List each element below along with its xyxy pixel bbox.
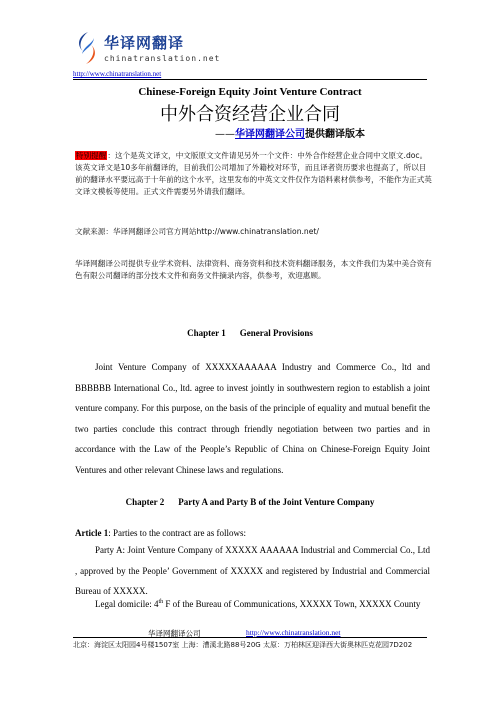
subtitle-text: 提供翻译版本: [305, 129, 365, 140]
service-description: 华译网翻译公司提供专业学术资料、法律资料、商务资料和技术资料翻译服务，本文件我们为某中美合资有色有限公司翻译的部分技术文件和商务文件摘录内容，供参考，欢迎惠顾。: [75, 259, 432, 280]
chapter-1-number: Chapter 1: [187, 328, 226, 338]
subtitle: [215, 125, 365, 140]
domicile-superscript: th: [158, 599, 164, 605]
chapter-2-heading: [0, 497, 500, 507]
logo-english-name: chinatranslation.net: [104, 54, 221, 63]
chapter-1-heading: [0, 328, 500, 338]
english-title: Chinese-Foreign Equity Joint Venture Contract: [138, 86, 362, 98]
header-divider: [73, 79, 427, 80]
source-line: 文献来源：华译网翻译公司官方网站http://www.chinatranslation.net/: [75, 227, 319, 236]
legal-domicile-paragraph: [75, 592, 430, 615]
logo-swirl-icon: [74, 30, 100, 66]
footer-addresses: 北京：海淀区太阳园4号楼1507室 上海：漕溪北路88号20G 太原：万柏林区迎泽西大街奥林匹克花园7D202: [73, 641, 413, 649]
chapter-1-title: General Provisions: [239, 328, 313, 338]
logo-chinese-name: 华译网翻译: [104, 34, 185, 52]
subtitle-company-link[interactable]: 华译网翻译公司: [235, 129, 305, 140]
chinese-title: 中外合资经营企业合同: [160, 104, 340, 125]
article-1-text: : Parties to the contract are as follows:: [108, 528, 246, 538]
footer-divider: [73, 637, 427, 638]
footer-website-link[interactable]: http://www.chinatranslation.net: [246, 628, 341, 637]
header-website-link[interactable]: http://www.chinatranslation.net: [73, 70, 162, 78]
article-1-label: Article 1: [75, 528, 109, 538]
domicile-prefix: Legal domicile: 4: [95, 599, 159, 609]
company-logo: [74, 30, 221, 70]
notice-text: ：这个是英文译文，中文版原文文件请见另外一个文件：中外合作经营企业合同中文原文.doc。该英文译文是10多年前翻译的，目前我们公司增加了外籍校对环节，而且译者资历要求也提高了，所以目前的翻译水平要远高于十年前的这个水平，这里发布的中英文文件仅作为语料素材供参考，不能作为正式英文译文模板等使用。正式文件需要另外请我们翻译。: [75, 151, 432, 196]
subtitle-dash: ——: [215, 129, 235, 140]
chapter-2-title: Party A and Party B of the Joint Venture Company: [178, 497, 375, 507]
special-notice: [75, 150, 433, 198]
article-1: [75, 528, 246, 538]
party-a-paragraph: Party A: Joint Venture Company of XXXXX AAAAAA Industrial and Commercial Co., Ltd , approved by the People’ Government of XXXXX and registered by Industrial and Commercial Bureau of XXXXX.: [75, 545, 430, 597]
chapter-2-number: Chapter 2: [125, 497, 165, 507]
footer-company-name: 华译网翻译公司: [148, 629, 201, 638]
domicile-rest: F of the Bureau of Communications, XXXXX Town, XXXXX County: [163, 599, 421, 609]
notice-tag: 特别提醒: [76, 151, 107, 160]
chapter-1-paragraph: Joint Venture Company of XXXXXAAAAAA Industry and Commerce Co., ltd and BBBBBB International Co., ltd. agree to invest jointly in southwestern region to establish a joint venture company. For this purpose, on the basis of the principle of equality and mutual benefit the two parties conclude this contract through friendly negotiation between two parties and in accordance with the Law of the People’s Republic of China on Chinese-Foreign Equity Joint Ventures and other relevant Chinese laws and regulations.: [75, 362, 430, 475]
